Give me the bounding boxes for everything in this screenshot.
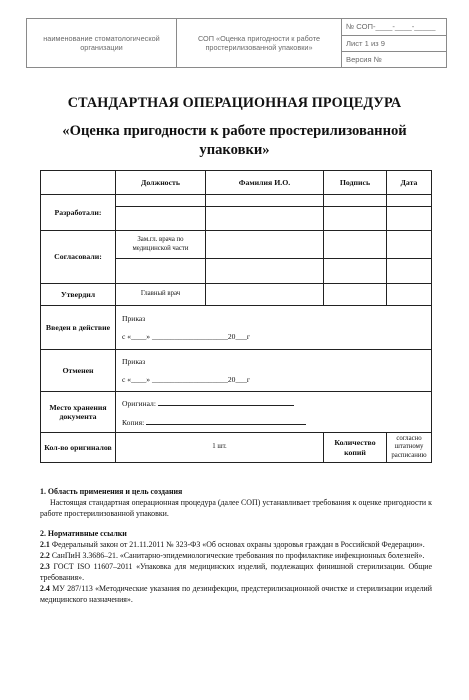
order-date-line: с «____» ____________________20___г [122,332,250,341]
cell [116,259,206,284]
reference-number: 2.3 [40,562,50,571]
originals-count-label: Кол-во оригиналов [41,433,116,463]
deputy-position: Зам.гл. врача по медицинской части [116,231,206,259]
cell [206,259,324,284]
reference-text: СанПиН 3.3686–21. «Санитарно-эпидемиологические требования по профилактике инфекционных болезней». [51,551,425,560]
reference-text: МУ 287/113 «Методические указания по дезинфекции, предстерилизационной очистке и стерилизации изделий медицинского назначения». [40,584,432,604]
document-subtitle: «Оценка пригодности к работе простерилизованной упаковки» [62,123,407,158]
document-body [40,486,432,605]
version-number: Версия № [342,52,447,68]
developed-label: Разработали: [41,195,116,231]
order-date-line: с «____» ____________________20___г [122,375,250,384]
cell [387,195,432,207]
section-1-text: Настоящая стандартная операционная процедура (далее СОП) устанавливает требования к оценке пригодности к работе простерилизованной упаковки. [40,498,432,518]
reference-number: 2.2 [40,551,50,560]
section-2-title: 2. Нормативные ссылки [40,529,127,538]
introduced-order [116,306,432,350]
cell [206,207,324,231]
document-header [26,18,447,68]
cancelled-order [116,350,432,392]
cell [206,284,324,306]
cell [387,207,432,231]
empty-header-cell [41,171,116,195]
cell [387,259,432,284]
original-line [158,397,294,406]
reference-item [40,539,432,550]
reference-item [40,550,432,561]
reference-text: ГОСТ ISO 11607–2011 «Упаковка для медицинских изделий, подлежащих финишной стерилизации. Общие требования». [40,562,433,582]
reference-item [40,561,432,583]
copy-row [118,416,429,427]
cell [324,195,387,207]
reference-number: 2.4 [40,584,50,593]
sop-title-cell: СОП «Оценка пригодности к работе простерилизованной упаковки» [177,19,342,68]
org-name-cell: наименование стоматологической организации [27,19,177,68]
section-1-title: 1. Область применения и цель создания [40,487,183,496]
cell [324,231,387,259]
agreed-label: Согласовали: [41,231,116,284]
reference-item [40,583,432,605]
approved-label: Утвердил [41,284,116,306]
cell [324,259,387,284]
col-date: Дата [387,171,432,195]
document-title: СТАНДАРТНАЯ ОПЕРАЦИОННАЯ ПРОЦЕДУРА [67,95,402,111]
order-label: Приказ [122,313,146,323]
chief-position: Главный врач [116,284,206,306]
originals-count-value: 1 шт. [116,433,324,463]
approval-table [40,170,432,463]
cell [387,284,432,306]
storage-cell [116,392,432,433]
sheet-number: Лист 1 из 9 [342,36,447,52]
copy-line [146,416,306,425]
original-label: Оригинал: [122,398,156,408]
cell [387,231,432,259]
cell [116,195,206,207]
reference-text: Федеральный закон от 21.11.2011 № 323-ФЗ «Об основах охраны здоровья граждан в Российской Федерации». [51,540,425,549]
storage-label: Место хранения документа [41,392,116,433]
introduced-label: Введен в действие [41,306,116,350]
col-name: Фамилия И.О. [206,171,324,195]
cell [116,207,206,231]
col-position: Должность [116,171,206,195]
original-row [118,397,429,408]
reference-number: 2.1 [40,540,50,549]
cell [206,195,324,207]
cell [324,284,387,306]
sop-number: № СОП-____-____-_____ [342,19,447,36]
copies-count-value: согласно штатному расписанию [387,433,432,463]
cell [324,207,387,231]
copy-label: Копия: [122,418,145,427]
cell [206,231,324,259]
order-label: Приказ [122,356,146,366]
copies-count-label: Количество копий [324,433,387,463]
cancelled-label: Отменен [41,350,116,392]
col-signature: Подпись [324,171,387,195]
